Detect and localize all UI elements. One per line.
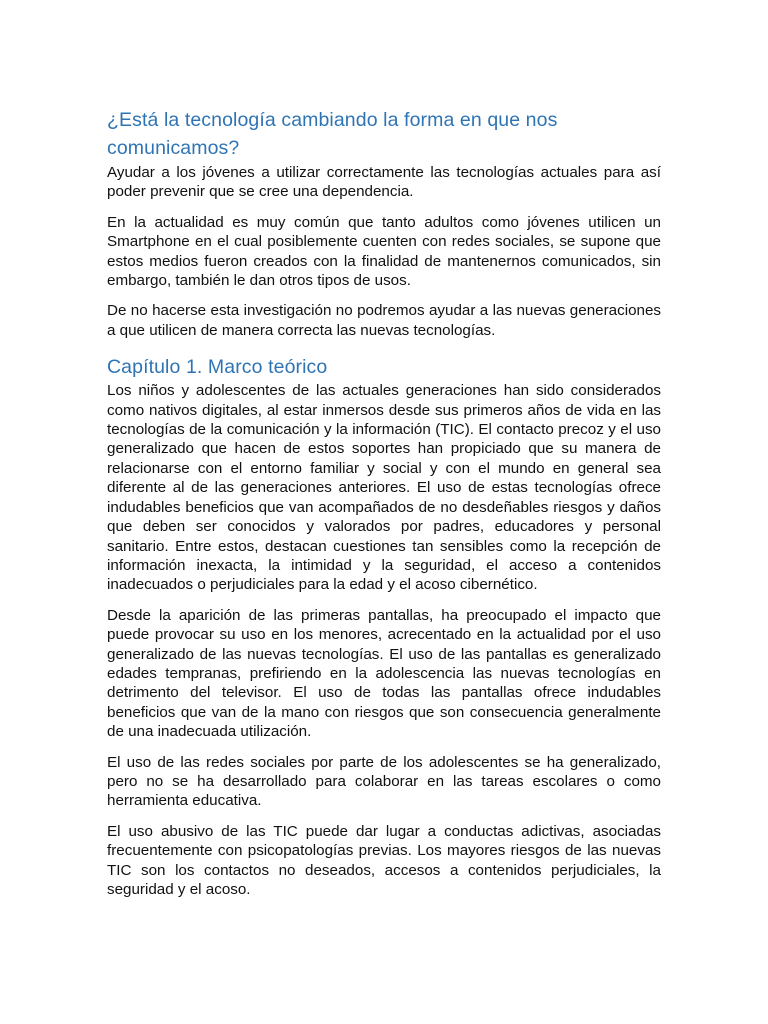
chapter-heading: Capítulo 1. Marco teórico (107, 356, 328, 379)
intro-paragraph: De no hacerse esta investigación no podremos ayudar a las nuevas generaciones a que utilicen de manera correcta las nuevas tecnologías. (107, 302, 661, 339)
intro-paragraph: Ayudar a los jóvenes a utilizar correctamente las tecnologías actuales para así poder prevenir que se cree una dependencia. (107, 164, 661, 201)
chapter-paragraph: Desde la aparición de las primeras pantallas, ha preocupado el impacto que puede provocar su uso en los menores, acrecentado en la actualidad por el uso generalizado de las nuevas tecnologías. El uso de las pantallas es generalizado edades tempranas, prefiriendo en la adolescencia las nuevas tecnologías en detrimento del televisor. El uso de todas las pantallas ofrece indudables beneficios que van de la mano con riesgos que son consecuencia generalmente de una inadecuada utilización. (107, 606, 661, 741)
document-title: ¿Está la tecnología cambiando la forma en que nos comunicamos? (107, 109, 558, 159)
chapter-paragraph: El uso abusivo de las TIC puede dar lugar a conductas adictivas, asociadas frecuentemente con psicopatologías previas. Los mayores riesgos de las nuevas TIC son los contactos no deseados, accesos a contenidos perjudiciales, la seguridad y el acoso. (107, 822, 661, 898)
intro-paragraph: En la actualidad es muy común que tanto adultos como jóvenes utilicen un Smartphone en el cual posiblemente cuenten con redes sociales, se supone que estos medios fueron creados con la finalidad de mantenernos comunicados, sin embargo, también le dan otros tipos de usos. (107, 213, 661, 290)
chapter-paragraph: Los niños y adolescentes de las actuales generaciones han sido considerados como nativos digitales, al estar inmersos desde sus primeros años de vida en las tecnologías de la comunicación y la información (TIC). El contacto precoz y el uso generalizado que hacen de estos soportes han propiciado que su manera de relacionarse con el entorno familiar y social y con el mundo en general sea diferente al de las generaciones anteriores. El uso de estas tecnologías ofrece indudables beneficios que van acompañados de no desdeñables riesgos y daños que deben ser conocidos y valorados por padres, educadores y personal sanitario. Entre estos, destacan cuestiones tan sensibles como la recepción de información inexacta, la intimidad y la seguridad, el acceso a contenidos inadecuados o perjudiciales para la edad y el acoso cibernético. (107, 382, 661, 594)
chapter-paragraph: El uso de las redes sociales por parte de los adolescentes se ha generalizado, pero no se ha desarrollado para colaborar en las tareas escolares o como herramienta educativa. (107, 753, 661, 810)
